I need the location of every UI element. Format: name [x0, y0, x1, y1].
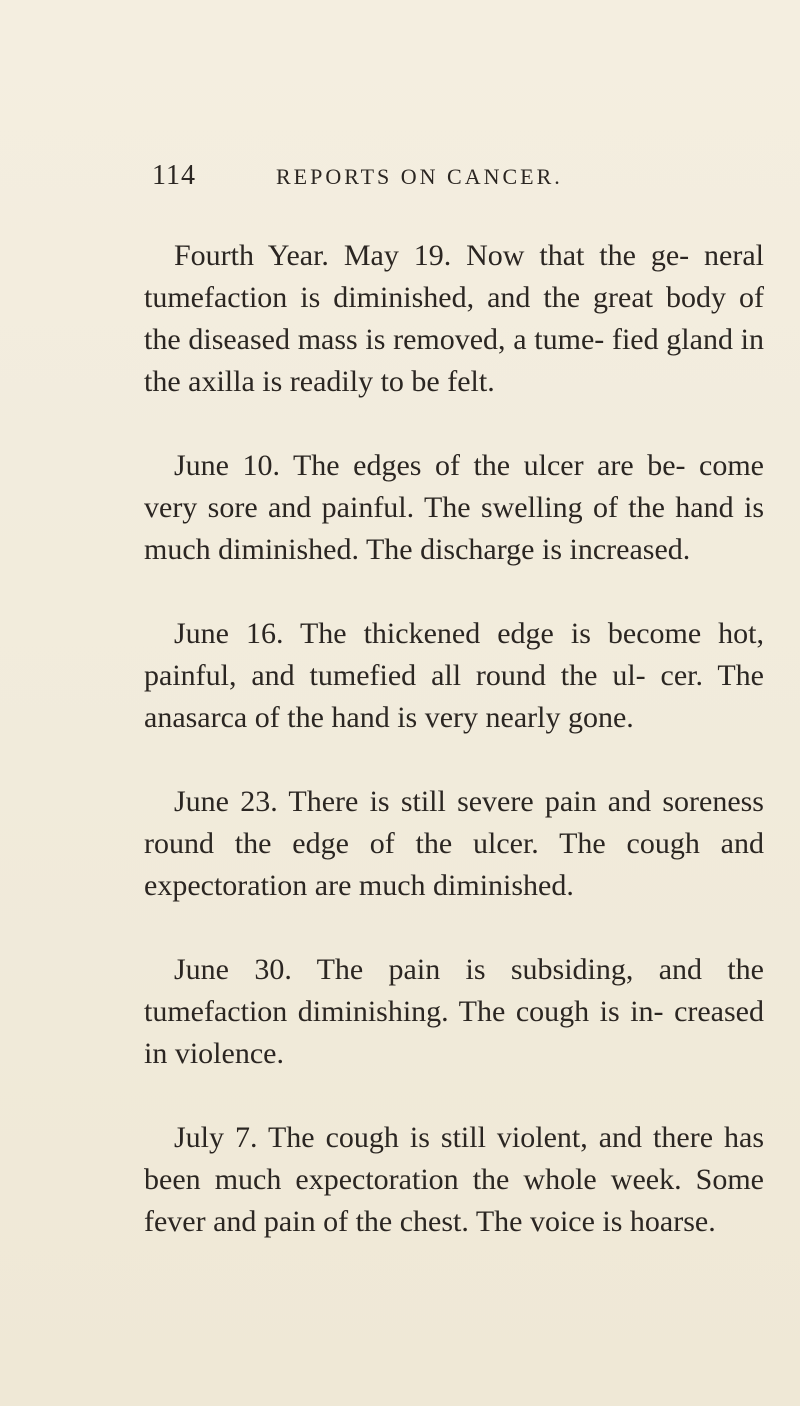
entry-june-16: June 16. The thickened edge is become hot, painful, and tumefied all round the ul- cer. The anasarca of the hand is very nearly gone. — [144, 617, 764, 734]
entry-may-19: Fourth Year. May 19. Now that the ge- neral tumefaction is diminished, and the great body of the diseased mass is removed, a tume- fied gland in the axilla is readily to be felt. — [144, 239, 764, 398]
entry-june-23: June 23. There is still severe pain and soreness round the edge of the ulcer. The cough and expectoration are much diminished. — [144, 785, 764, 902]
entry-july-7: July 7. The cough is still violent, and there has been much expectoration the whole week. Some fever and pain of the chest. The voice is hoarse. — [144, 1121, 764, 1238]
entry-june-10: June 10. The edges of the ulcer are be- come very sore and painful. The swelling of the hand is much diminished. The discharge is increased. — [144, 449, 764, 566]
body-text — [144, 235, 764, 1243]
running-head: REPORTS ON CANCER. — [276, 164, 563, 189]
page-number: 114 — [152, 160, 196, 191]
page-header — [152, 160, 712, 200]
entry-june-30: June 30. The pain is subsiding, and the tumefaction diminishing. The cough is in- creased in violence. — [144, 953, 764, 1070]
